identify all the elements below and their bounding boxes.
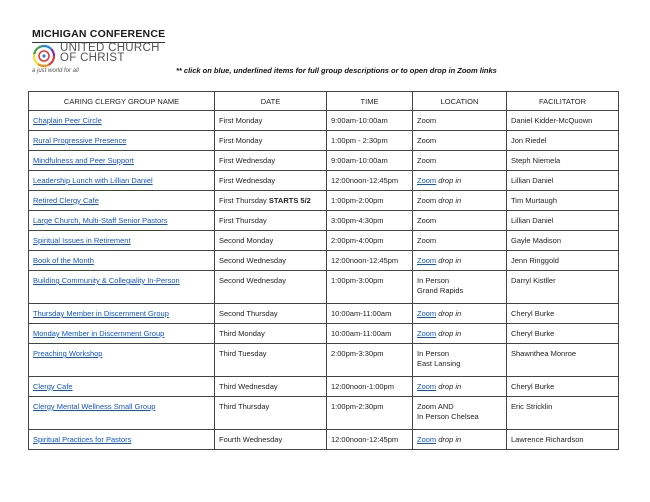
group-name-link[interactable]: Preaching Workshop [33, 349, 103, 358]
location-cell [413, 377, 507, 397]
drop-in-label: drop in [438, 176, 462, 185]
time-cell: 9:00am-10:00am [327, 111, 413, 131]
facilitator-cell: Lawrence Richardson [507, 430, 619, 450]
date-cell: First Monday [215, 111, 327, 131]
date-cell [215, 191, 327, 211]
time-cell: 2:00pm-4:00pm [327, 231, 413, 251]
table-row [29, 151, 619, 171]
group-name-link[interactable]: Rural Progressive Presence [33, 136, 127, 145]
zoom-link[interactable]: Zoom [417, 435, 437, 444]
group-name-link[interactable]: Spiritual Issues in Retirement [33, 236, 131, 245]
page-header [32, 28, 632, 88]
group-name-link[interactable]: Large Church, Multi-Staff Senior Pastors [33, 216, 168, 225]
group-name-link[interactable]: Chaplain Peer Circle [33, 116, 102, 125]
drop-in-label: drop in [438, 256, 462, 265]
group-cell [29, 377, 215, 397]
location-cell [413, 304, 507, 324]
group-cell [29, 171, 215, 191]
date-cell: Second Wednesday [215, 271, 327, 304]
instructions-notice: ** click on blue, underlined items for full group descriptions or to open drop in Zoom links [176, 66, 497, 75]
group-name-link[interactable]: Book of the Month [33, 256, 94, 265]
header-time: TIME [327, 92, 413, 111]
table-row [29, 111, 619, 131]
facilitator-cell: Cheryl Burke [507, 324, 619, 344]
table-row [29, 211, 619, 231]
zoom-link[interactable]: Zoom [417, 382, 437, 391]
location-cell: Zoom [413, 151, 507, 171]
date-cell: Second Wednesday [215, 251, 327, 271]
location-cell [413, 344, 507, 377]
table-row [29, 304, 619, 324]
location-line1: Zoom AND [417, 402, 454, 411]
table-row [29, 324, 619, 344]
facilitator-cell: Tim Murtaugh [507, 191, 619, 211]
date-cell: Third Thursday [215, 397, 327, 430]
facilitator-cell: Steph Niemela [507, 151, 619, 171]
table-row [29, 231, 619, 251]
time-cell: 10:00am-11:00am [327, 304, 413, 324]
location-line1: In Person [417, 276, 450, 285]
drop-in-label: drop in [438, 196, 462, 205]
group-cell [29, 397, 215, 430]
header-date: DATE [215, 92, 327, 111]
group-name-link[interactable]: Building Community & Collegiality In-Person [33, 276, 180, 285]
date-cell: Second Thursday [215, 304, 327, 324]
location-line1: In Person [417, 349, 450, 358]
facilitator-cell: Jon Riedel [507, 131, 619, 151]
date-text: First Thursday [219, 196, 267, 205]
logo-text-line2: OF CHRIST [60, 52, 125, 64]
group-name-link[interactable]: Clergy Cafe [33, 382, 73, 391]
location-cell [413, 271, 507, 304]
table-row [29, 377, 619, 397]
location-cell: Zoom [413, 211, 507, 231]
group-name-link[interactable]: Retired Clergy Cafe [33, 196, 99, 205]
time-cell: 1:00pm - 2:30pm [327, 131, 413, 151]
time-cell: 12:00noon-1:00pm [327, 377, 413, 397]
location-cell [413, 251, 507, 271]
drop-in-label: drop in [438, 329, 462, 338]
group-cell [29, 251, 215, 271]
group-name-link[interactable]: Thursday Member in Discernment Group [33, 309, 169, 318]
drop-in-label: drop in [438, 309, 462, 318]
zoom-link[interactable]: Zoom [417, 309, 437, 318]
date-cell: First Monday [215, 131, 327, 151]
facilitator-cell: Cheryl Burke [507, 304, 619, 324]
location-cell [413, 430, 507, 450]
table-row [29, 430, 619, 450]
table-row [29, 131, 619, 151]
table-row [29, 344, 619, 377]
date-cell: Third Wednesday [215, 377, 327, 397]
location-line2: Grand Rapids [417, 286, 464, 295]
date-cell: First Wednesday [215, 171, 327, 191]
date-cell: Second Monday [215, 231, 327, 251]
table-row [29, 171, 619, 191]
header-group-name: CARING CLERGY GROUP NAME [29, 92, 215, 111]
facilitator-cell: Shawnthea Monroe [507, 344, 619, 377]
caring-clergy-schedule-table [28, 91, 619, 450]
group-name-link[interactable]: Mindfulness and Peer Support [33, 156, 134, 165]
group-name-link[interactable]: Leadership Lunch with Lillian Daniel [33, 176, 153, 185]
facilitator-cell: Darryl Kistller [507, 271, 619, 304]
group-cell [29, 324, 215, 344]
time-cell: 1:00pm-2:30pm [327, 397, 413, 430]
facilitator-cell: Daniel Kidder-McQuown [507, 111, 619, 131]
facilitator-cell: Lillian Daniel [507, 211, 619, 231]
ucc-logo-icon [32, 44, 56, 68]
facilitator-cell: Jenn Ringgold [507, 251, 619, 271]
group-name-link[interactable]: Spiritual Practices for Pastors [33, 435, 132, 444]
location-text: Zoom [417, 196, 437, 205]
location-line2: East Lansing [417, 359, 461, 368]
group-cell [29, 131, 215, 151]
date-cell: Fourth Wednesday [215, 430, 327, 450]
logo-tagline: a just world for all [32, 68, 79, 74]
location-line2: In Person Chelsea [417, 412, 479, 421]
zoom-link[interactable]: Zoom [417, 329, 437, 338]
conference-name: MICHIGAN CONFERENCE [32, 28, 165, 43]
time-cell: 9:00am-10:00am [327, 151, 413, 171]
group-cell [29, 271, 215, 304]
facilitator-cell: Cheryl Burke [507, 377, 619, 397]
group-name-link[interactable]: Monday Member in Discernment Group [33, 329, 165, 338]
date-cell: First Thursday [215, 211, 327, 231]
time-cell: 10:00am-11:00am [327, 324, 413, 344]
table-row [29, 191, 619, 211]
location-cell [413, 171, 507, 191]
group-cell [29, 231, 215, 251]
date-cell: First Wednesday [215, 151, 327, 171]
logo-text-line1: UNITED CHURCH [60, 42, 160, 54]
facilitator-cell: Eric Stricklin [507, 397, 619, 430]
facilitator-cell: Gayle Madison [507, 231, 619, 251]
location-cell [413, 191, 507, 211]
header-location: LOCATION [413, 92, 507, 111]
time-cell: 2:00pm-3:30pm [327, 344, 413, 377]
date-cell: Third Monday [215, 324, 327, 344]
group-cell [29, 111, 215, 131]
group-cell [29, 430, 215, 450]
time-cell: 12:00noon-12:45pm [327, 430, 413, 450]
facilitator-cell: Lillian Daniel [507, 171, 619, 191]
zoom-link[interactable]: Zoom [417, 256, 437, 265]
date-cell: Third Tuesday [215, 344, 327, 377]
time-cell: 1:00pm-3:00pm [327, 271, 413, 304]
header-facilitator: FACILITATOR [507, 92, 619, 111]
location-cell: Zoom [413, 131, 507, 151]
group-cell [29, 191, 215, 211]
group-name-link[interactable]: Clergy Mental Wellness Small Group [33, 402, 156, 411]
table-row [29, 251, 619, 271]
time-cell: 1:00pm-2:00pm [327, 191, 413, 211]
drop-in-label: drop in [438, 382, 462, 391]
group-cell [29, 151, 215, 171]
group-cell [29, 344, 215, 377]
time-cell: 12:00noon-12:45pm [327, 171, 413, 191]
location-cell [413, 397, 507, 430]
group-cell [29, 211, 215, 231]
location-cell: Zoom [413, 111, 507, 131]
drop-in-label: drop in [438, 435, 462, 444]
time-cell: 12:00noon-12:45pm [327, 251, 413, 271]
table-header-row [29, 92, 619, 111]
zoom-link[interactable]: Zoom [417, 176, 437, 185]
start-date-note: STARTS 5/2 [268, 196, 311, 205]
time-cell: 3:00pm-4:30pm [327, 211, 413, 231]
location-cell [413, 324, 507, 344]
table-row [29, 397, 619, 430]
location-cell: Zoom [413, 231, 507, 251]
group-cell [29, 304, 215, 324]
table-row [29, 271, 619, 304]
